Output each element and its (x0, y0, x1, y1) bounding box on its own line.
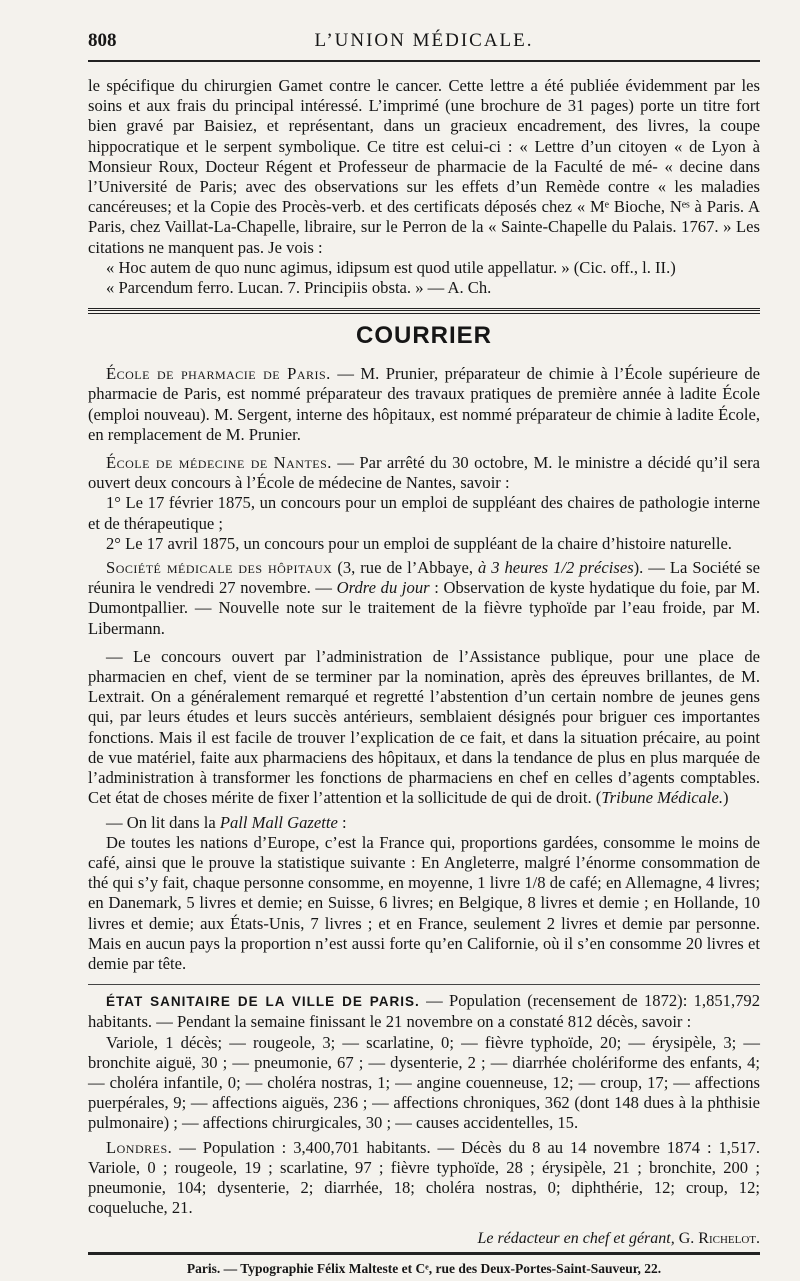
journal-title: L’UNION MÉDICALE. (314, 30, 534, 51)
printer-imprint: Paris. — Typographie Félix Malteste et Cᵉ, rue des Deux-Portes-Saint-Sauveur, 22. (186, 1261, 662, 1277)
news-text: : Observation de kyste hydatique du foie, par M. Dumontpallier. — Nouvelle note sur le traitement de la fièvre typhoïde par l’eau froide, par M. Libermann. (88, 578, 760, 638)
source-citation: Pall Mall Gazette (219, 812, 338, 832)
intro-paragraph: le spécifique du chirurgien Gamet contre le cancer. Cette lettre a été publiée évidemment par les soins et aux frais du principal intéressé. L’imprimé (une brochure de 31 pages) porte un titre fort bien gravé par Baisiez, et représentant, dans un gracieux encadrement, des livres, la coupe hippocratique et le serpent symbolique. Ce titre est celui-ci : « Lettre d’un citoyen « de Lyon à Monsieur Roux, Docteur Régent et Professeur de pharmacie de la Faculté de mé- « decine dans l’Université de Paris; avec des observations sur les effets d’un Remède contre « les maladies cancéreuses; et la Copie des Procès-verb. et des certificats déposés chez « Mᵉ Bioche, Nᵉˢ à Paris. A Paris, chez Vaillat-La-Chapelle, libraire, sur le Perron de la « Sainte-Chapelle du Palais. 1767. » Les citations ne manquent pas. Je vois : (88, 76, 760, 257)
etat-sanitaire-paris (88, 991, 760, 1032)
news-pall-mall-text: De toutes les nations d’Europe, c’est la France qui, proportions gardées, consomme le moins de café, ainsi que le prouve la statistique suivante : En Angleterre, malgré l’énorme consommation de thé qui s’y fait, chaque personne consomme, en moyenne, 1 livre 1/8 de café; en Allemagne, 4 livres; en Danemark, 5 livres et demie; en Suisse, 6 livres; en Belgique, 8 livres et demie ; en Hollande, 10 livres et demie; aux États-Unis, 7 livres ; et en France, seulement 2 livres et demie par personne. Mais en aucun pays la proportion n’est aussi forte qu’en Californie, où il s’en consomme 20 livres et demie par tête. (88, 832, 760, 973)
page-number: 808 (88, 30, 117, 51)
news-label: École de pharmacie de Paris. (106, 364, 331, 384)
news-text: ) (722, 788, 729, 808)
etat-details: Variole, 1 décès; — rougeole, 3; — scarlatine, 0; — fièvre typhoïde, 20; — érysipèle, 3; — bronchite aiguë, 30 ; — pneumonie, 67 ; — dysenterie, 2 ; — diarrhée cholériforme des enfants, 4; — choléra infantile, 0; — choléra nostras, 1; — angine couenneuse, 12; — croup, 17; — affections puerpérales, 9; — affections aiguës, 236 ; — affections chroniques, 362 (dont 148 dues à la phthisie pulmonaire) ; — affections chirurgicales, 30 ; — causes accidentelles, 15. (88, 1032, 760, 1133)
news-societe-medicale (88, 558, 760, 639)
news-text: — M. Prunier, préparateur de chimie à l’École supérieure de pharmacie de Paris, est nommé préparateur des travaux pratiques de première année à ladite École (emploi nouveau). M. Sergent, interne des hôpitaux, est nommé préparateur de chimie à ladite École, en remplacement de M. Prunier. (88, 364, 760, 444)
news-ecole-pharmacie (88, 364, 760, 445)
footer-rule (88, 1252, 760, 1255)
londres-text: — Population : 3,400,701 habitants. — Décès du 8 au 14 novembre 1874 : 1,517. Variole, 0 ; rougeole, 19 ; scarlatine, 97 ; fièvre typhoïde, 28 ; érysipèle, 21 ; bronchite, 200 ; pneumonie, 104; dysenterie, 2; diarrhée, 18; choléra nostras, 0; diphthérie, 12; croup, 12; coqueluche, 21. (88, 1137, 760, 1218)
concours-item-1: 1° Le 17 février 1875, un concours pour un emploi de suppléant des chaires de pathologie interne et de thérapeutique ; (88, 493, 760, 533)
etat-intro: — Population (recensement de 1872): 1,851,792 habitants. — Pendant la semaine finissant le 21 novembre on a constaté 812 décès, savoir : (88, 991, 760, 1032)
section-divider (88, 308, 760, 314)
signature (88, 1230, 760, 1248)
source-citation: Tribune Médicale. (601, 788, 723, 808)
news-label: École de médecine de Nantes. (106, 453, 332, 473)
news-ecole-medecine (88, 453, 760, 493)
news-text: — Par arrêté du 30 octobre, M. le ministre a décidé qu’il sera ouvert deux concours à l’École de médecine de Nantes, savoir : (88, 453, 760, 493)
meeting-time: à 3 heures 1/2 précises (477, 558, 634, 578)
news-label: Société médicale des hôpitaux (106, 558, 333, 578)
news-text: : (337, 812, 347, 832)
ordre-du-jour: Ordre du jour (336, 578, 430, 598)
news-text: — Le concours ouvert par l’administration de l’Assistance publique, pour une place de pharmacien en chef, vient de se terminer par la nomination, après des épreuves brillantes, de M. Lextrait. On a généralement remarqué et regretté l’abstention d’un certain nombre de jeunes gens qui, par leurs études et leurs succès antérieurs, semblaient désignés pour briguer ces importantes fonctions. Mais il est facile de trouver l’explication de ce fait, et dans la situation précaire, au point de vue matériel, faite aux pharmaciens des hôpitaux, et dans la tendance de plus en plus marquée de l’administration à transformer les fonctions de pharmaciens en chef en celles d’agents comptables. Cet état de choses mérite de fixer l’attention et la sollicitude de qui de droit. ( (88, 646, 760, 808)
news-text: ). — La Société se réunira le vendredi 27 novembre. — (88, 558, 760, 598)
section-divider (88, 984, 760, 985)
section-title: COURRIER (355, 322, 492, 350)
news-text: (3, rue de l’Abbaye, (332, 558, 478, 578)
news-text: — On lit dans la (106, 812, 220, 832)
news-concours-pharmacien (88, 647, 760, 809)
latin-quote-1: « Hoc autem de quo nunc agimus, idipsum est quod utile appellatur. » (Cic. off., l. II.) (106, 257, 676, 277)
etat-londres (88, 1138, 760, 1219)
signature-label: Le rédacteur en chef et gérant, (477, 1230, 675, 1248)
concours-item-2: 2° Le 17 avril 1875, un concours pour un emploi de suppléant de la chaire d’histoire naturelle. (106, 533, 732, 553)
news-pall-mall-intro (88, 813, 760, 833)
etat-heading: ÉTAT SANITAIRE DE LA VILLE DE PARIS. (106, 994, 420, 1010)
latin-quote-2: « Parcendum ferro. Lucan. 7. Principiis obsta. » — A. Ch. (106, 278, 492, 298)
signature-name: G. Richelot. (678, 1230, 760, 1248)
running-header (88, 26, 760, 62)
londres-label: Londres. (106, 1137, 173, 1157)
